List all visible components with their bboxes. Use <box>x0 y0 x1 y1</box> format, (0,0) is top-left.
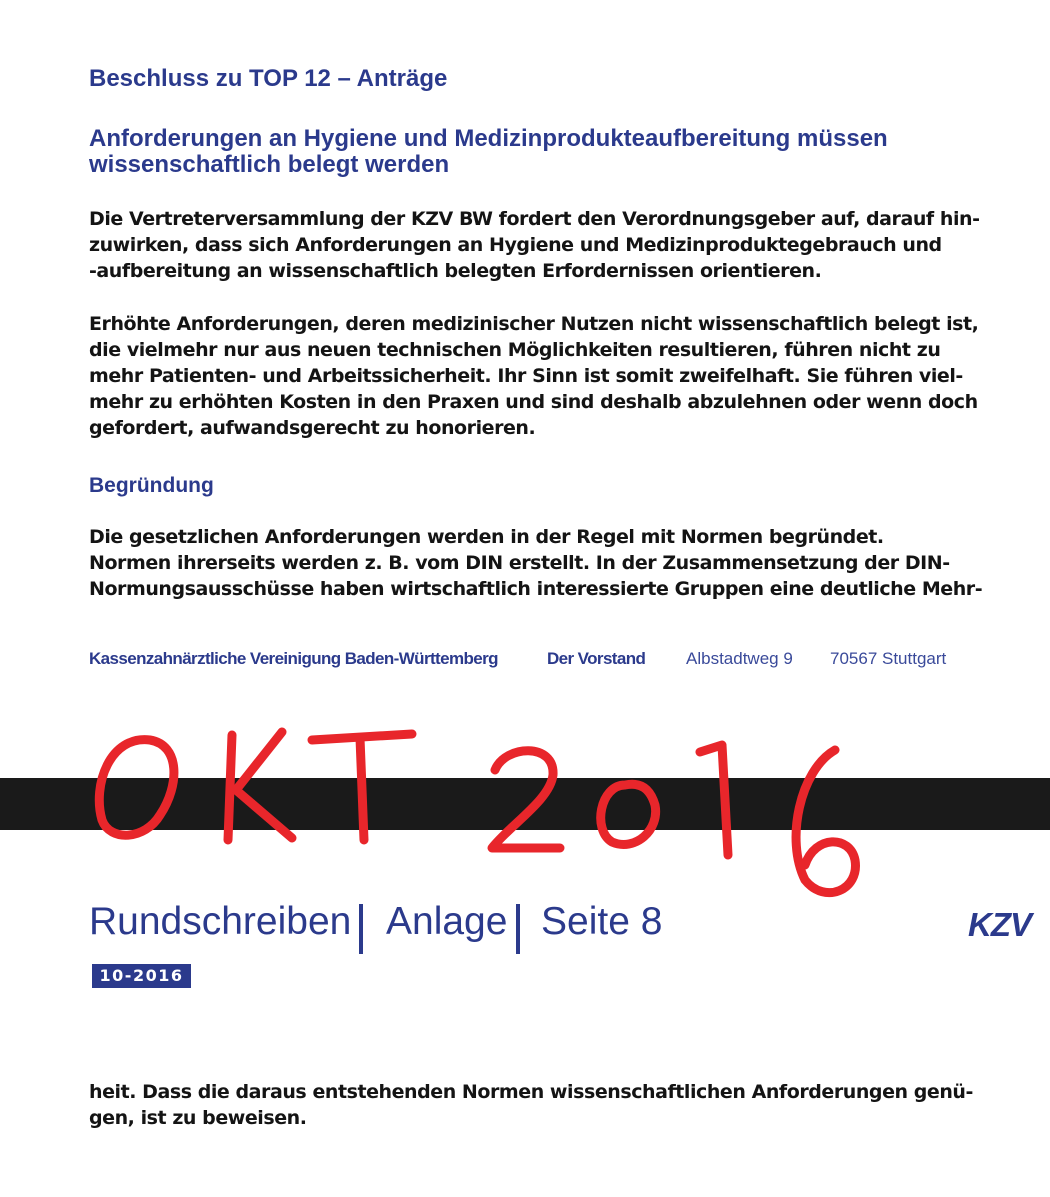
stroke-digit-1 <box>700 745 728 855</box>
paragraph-line: -aufbereitung an wissenschaftlich belegten Erfordernissen orientieren. <box>89 260 822 282</box>
paragraph-line: mehr zu erhöhten Kosten in den Praxen und sind deshalb abzulehnen oder wenn doch <box>89 391 978 413</box>
paragraph-line: gen, ist zu beweisen. <box>89 1107 307 1129</box>
issue-badge: 10-2016 <box>92 964 191 988</box>
paragraph-line: Normen ihrerseits werden z. B. vom DIN erstellt. In der Zusammensetzung der DIN- <box>89 552 950 574</box>
paragraph-4 <box>89 1079 973 1131</box>
paragraph-2 <box>89 311 978 441</box>
paragraph-line: Normungsausschüsse haben wirtschaftlich interessierte Gruppen eine deutliche Mehr- <box>89 578 983 600</box>
paragraph-1 <box>89 206 980 284</box>
stroke-digit-2 <box>492 751 560 848</box>
handwritten-date-annotation <box>0 690 1050 920</box>
stroke-digit-0 <box>601 784 656 844</box>
footer-organization: Kassenzahnärztliche Vereinigung Baden-Württemberg <box>89 649 498 668</box>
stroke-letter-o <box>99 740 174 836</box>
header-divider <box>359 904 363 954</box>
subtitle-line-1: Anforderungen an Hygiene und Medizinprodukteaufbereitung müssen <box>89 125 888 152</box>
footer-board: Der Vorstand <box>547 649 646 668</box>
document-title: Beschluss zu TOP 12 – Anträge <box>89 65 448 92</box>
footer-street: Albstadtweg 9 <box>686 649 793 668</box>
header-rundschreiben: Rundschreiben <box>89 900 352 943</box>
paragraph-line: Die Vertreterversammlung der KZV BW fordert den Verordnungsgeber auf, darauf hin- <box>89 208 980 230</box>
subtitle-line-2: wissenschaftlich belegt werden <box>89 151 450 178</box>
paragraph-line: die vielmehr nur aus neuen technischen Möglichkeiten resultieren, führen nicht zu <box>89 339 941 361</box>
paragraph-line: mehr Patienten- und Arbeitssicherheit. Ihr Sinn ist somit zweifelhaft. Sie führen viel- <box>89 365 963 387</box>
paragraph-3 <box>89 524 982 602</box>
paragraph-line: Erhöhte Anforderungen, deren medizinischer Nutzen nicht wissenschaftlich belegt ist, <box>89 313 979 335</box>
section-heading: Begründung <box>89 474 214 497</box>
paragraph-line: zuwirken, dass sich Anforderungen an Hygiene und Medizinproduktegebrauch und <box>89 234 942 256</box>
paragraph-line: Die gesetzlichen Anforderungen werden in der Regel mit Normen begründet. <box>89 526 884 548</box>
stroke-letter-k <box>228 735 232 840</box>
paragraph-line: gefordert, aufwandsgerecht zu honorieren. <box>89 417 536 439</box>
paragraph-line: heit. Dass die daraus entstehenden Normen wissenschaftlichen Anforderungen genü- <box>89 1081 973 1103</box>
header-anlage: Anlage <box>386 900 508 943</box>
header-divider <box>516 904 520 954</box>
kzv-logo: KZV <box>968 906 1031 943</box>
footer-city: 70567 Stuttgart <box>830 649 947 668</box>
stroke-digit-6 <box>796 750 855 893</box>
header-page-number: Seite 8 <box>541 900 663 943</box>
